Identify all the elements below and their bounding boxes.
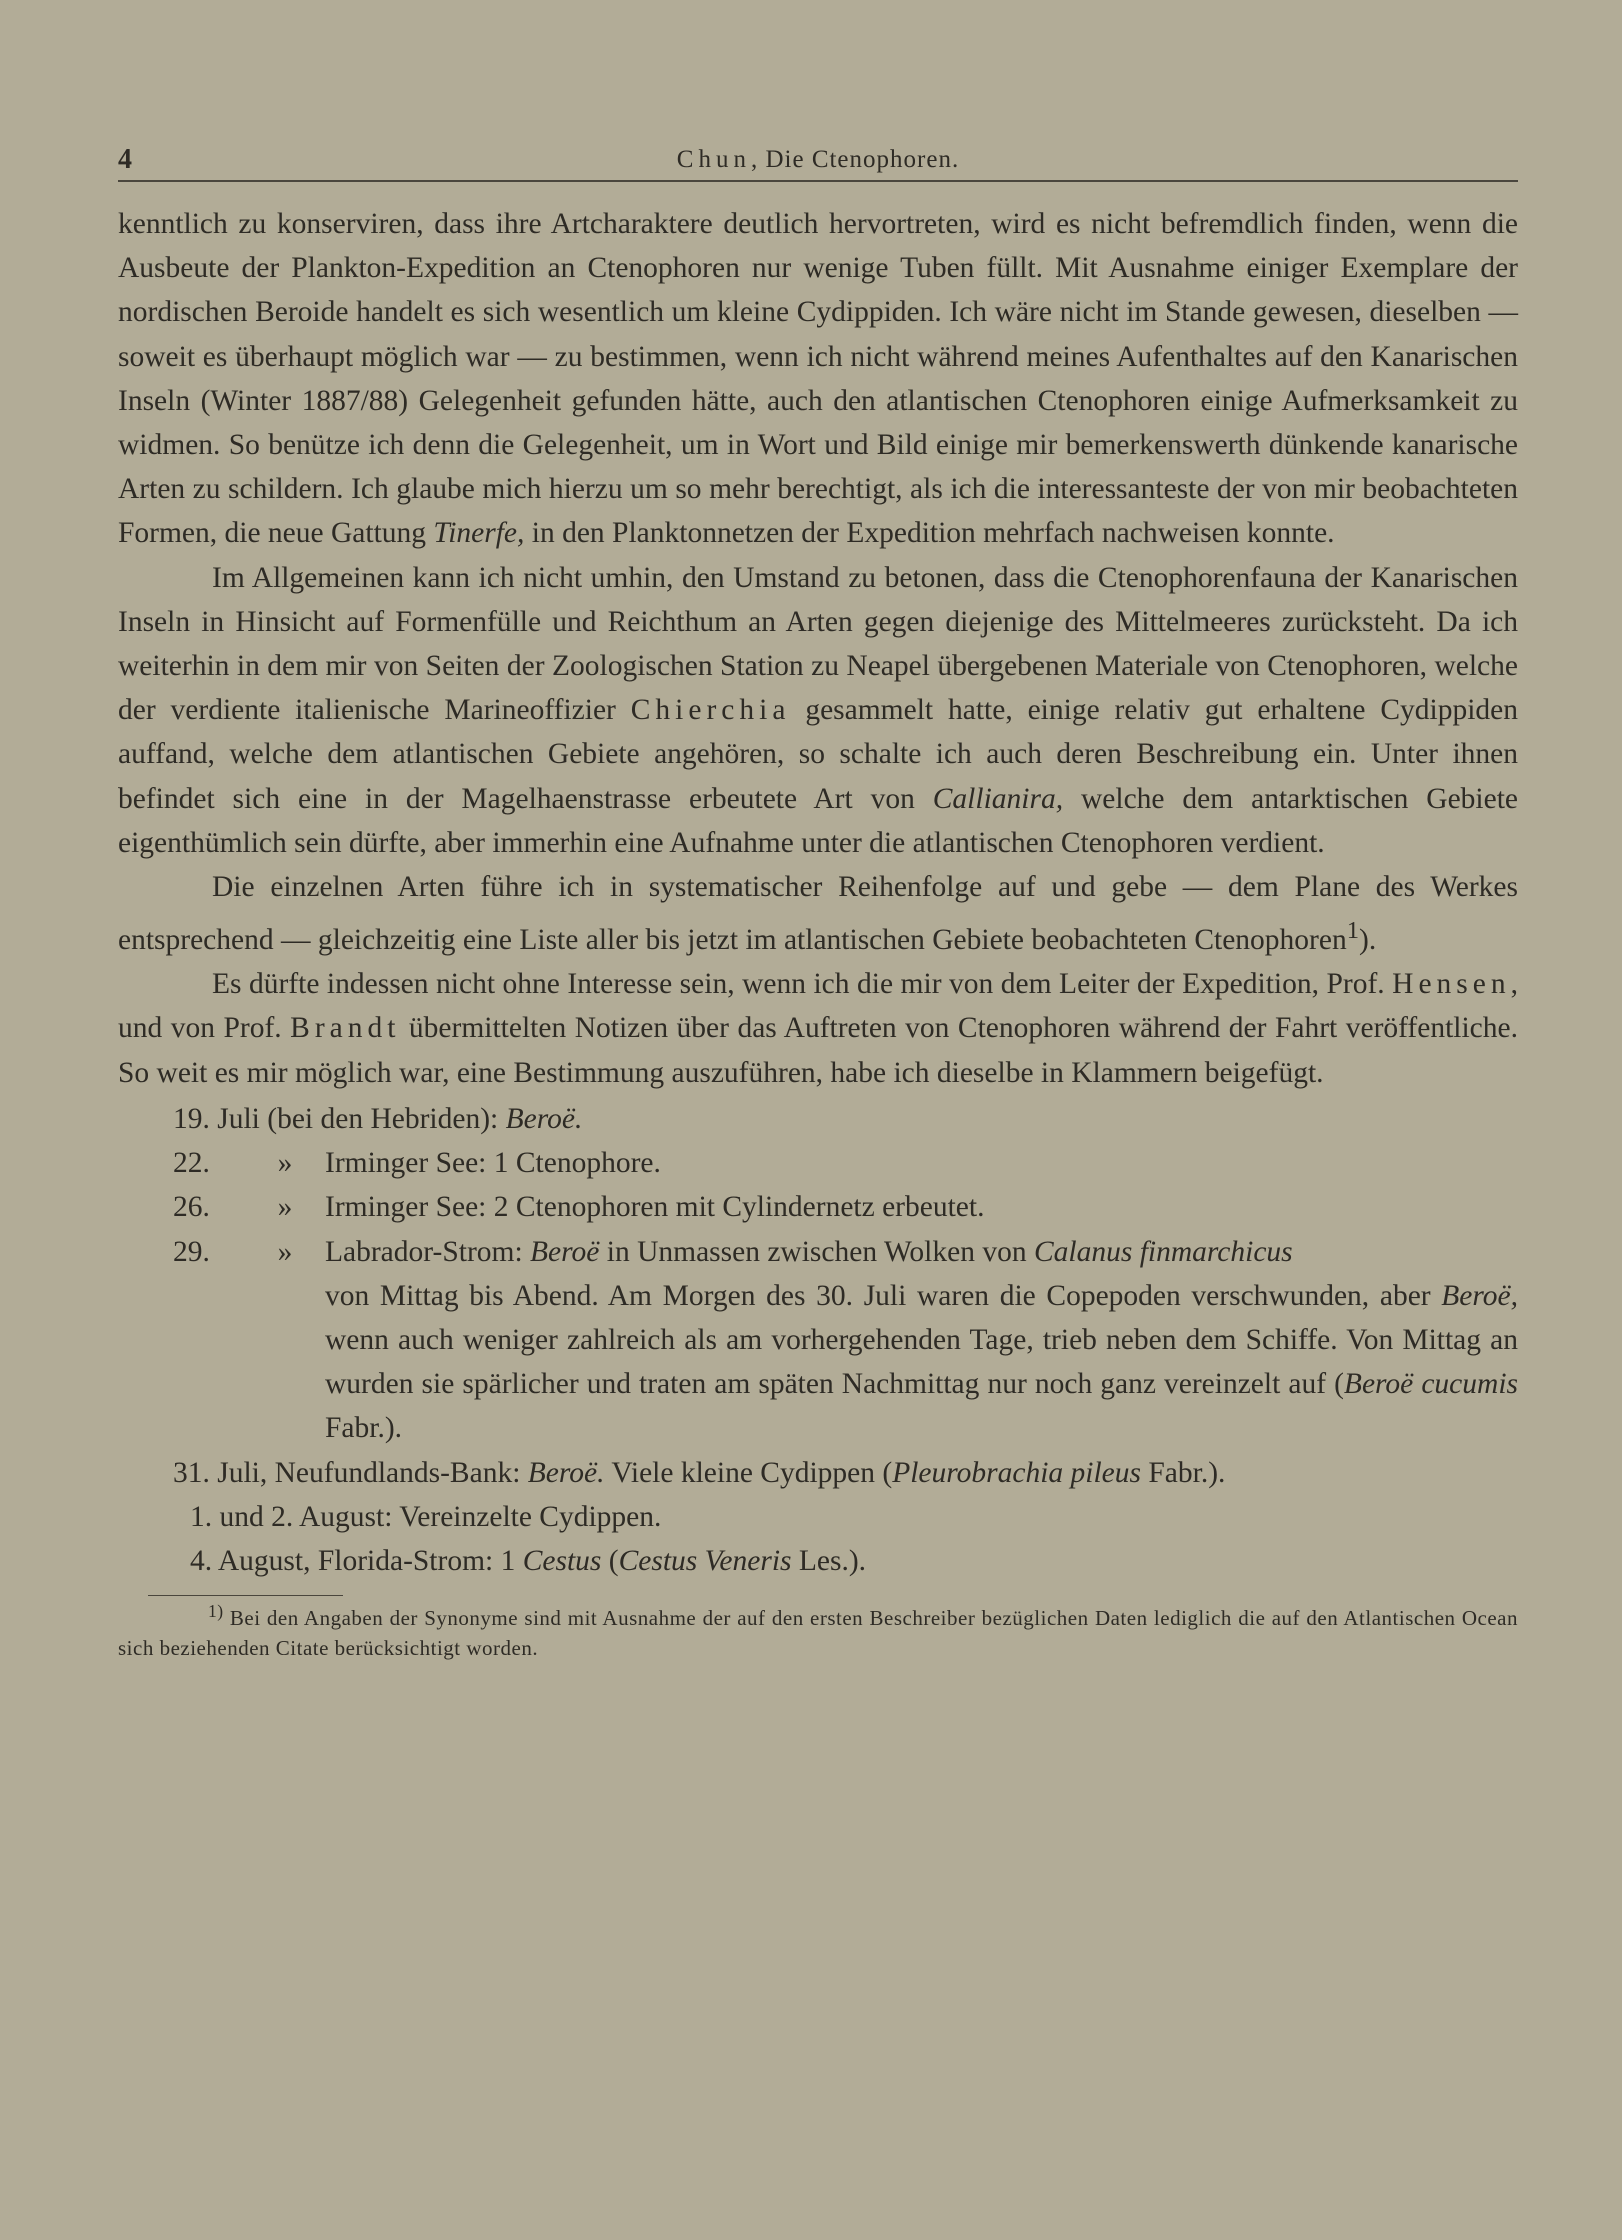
page-number: 4 — [118, 144, 132, 175]
ditto-mark: » — [277, 1235, 293, 1268]
list-item — [118, 1451, 1518, 1495]
text-run: von Mittag bis Abend. Am Morgen des 30. Juli waren die Copepoden verschwunden, aber — [325, 1279, 1442, 1312]
list-text: 1. und 2. August: Vereinzelte Cydippen. — [190, 1500, 662, 1533]
species-name: Beroë cucumis — [1343, 1368, 1518, 1401]
list-date: 29. — [173, 1235, 210, 1268]
species-name: Pleurobrachia pileus — [892, 1456, 1142, 1489]
paragraph-3 — [118, 865, 1518, 962]
text-run: Es dürfte indessen nicht ohne Interesse sein, wenn ich die mir von dem Leiter der Expedition, Prof. — [212, 968, 1393, 1001]
species-name: Beroë, — [1441, 1279, 1518, 1312]
list-date: 22. — [173, 1147, 210, 1180]
body-text — [118, 202, 1518, 1663]
paragraph-2 — [118, 556, 1518, 865]
list-item-continuation — [118, 1274, 1518, 1451]
text-run: Fabr.). — [325, 1412, 403, 1445]
species-name: Cestus Veneris — [618, 1544, 792, 1577]
text-run: gesammelt hatte, einige relativ gut erhaltene Cydippiden auffand, welche dem atlantischen Gebiete angehören, so schalte ich auch deren Beschreibung ein. Unter ihnen befindet sich eine in der Magelhaenstrasse erbeutete Art von — [118, 694, 1519, 815]
ditto-mark: » — [277, 1147, 293, 1180]
ditto-mark: » — [277, 1191, 293, 1224]
running-title — [118, 146, 1518, 174]
text-run: Im Allgemeinen kann ich nicht umhin, den Umstand zu betonen, dass die Ctenophorenfauna der Kanarischen Inseln in Hinsicht auf Formenfülle und Reichthum an Arten gegen diejenige des Mittelmeeres zurücksteht. Da ich weiterhin in dem mir von Seiten der Zoologischen Station zu Neapel übergebenen Materiale von Ctenophoren, welche der verdiente italienische Marineoffizier — [118, 561, 1518, 727]
text-run: wenn auch weniger zahlreich als am vorhergehenden Tage, trieb neben dem Schiffe. Von Mittag an wurden sie spärlicher und traten am späten Nachmittag nur noch ganz vereinzelt auf ( — [325, 1323, 1518, 1401]
text-run: , und von Prof. — [118, 968, 1518, 1045]
running-title-rest: , Die Ctenophoren. — [750, 146, 960, 173]
text-run: Viele kleine Cydippen ( — [604, 1456, 893, 1489]
species-name: Beroë. — [527, 1456, 605, 1489]
person-name: Brandt — [290, 1012, 401, 1045]
person-name: Chierchia — [630, 694, 791, 727]
text-run: welche dem antarktischen Gebiete eigenthümlich sein dürfte, aber immerhin eine Aufnahme unter die atlantischen Ctenophoren verdient. — [118, 782, 1518, 859]
genus-name: Tinerfe, — [433, 517, 525, 550]
genus-name: Callianira, — [932, 782, 1064, 815]
text-run: Labrador-Strom: — [325, 1235, 531, 1268]
list-item — [118, 1539, 1518, 1583]
text-run: ( — [601, 1544, 619, 1577]
running-header — [118, 140, 1518, 182]
list-item — [118, 1185, 1518, 1229]
paragraph-4 — [118, 962, 1518, 1095]
text-run: übermittelten Notizen über das Auftreten von Ctenophoren während der Fahrt veröffentliche. So weit es mir möglich war, eine Bestimmung auszuführen, habe ich dieselbe in Klammern beigefügt. — [118, 1012, 1518, 1089]
text-run: 19. Juli (bei den Hebriden): — [173, 1102, 506, 1135]
species-name: Cestus — [522, 1544, 602, 1577]
species-name: Calanus finmarchicus — [1033, 1235, 1293, 1268]
text-run: Die einzelnen Arten führe ich in systematischer Reihenfolge auf und gebe — dem Plane des Werkes entsprechend — gleichzeitig eine Liste aller bis jetzt im atlantischen Gebiete beobachteten Ctenophoren — [118, 871, 1518, 957]
paragraph-1 — [118, 202, 1518, 556]
footnote-ref: 1 — [1346, 917, 1359, 945]
list-text: Irminger See: 2 Ctenophoren mit Cylindernetz erbeutet. — [325, 1191, 985, 1224]
text-run: in den Planktonnetzen der Expedition mehrfach nachweisen konnte. — [524, 517, 1335, 550]
list-item — [118, 1097, 1518, 1141]
text-run: in Unmassen zwischen Wolken von — [599, 1235, 1034, 1268]
observation-list — [118, 1097, 1518, 1583]
footnote-marker: 1) — [208, 1601, 224, 1622]
list-date: 26. — [173, 1191, 210, 1224]
text-run: 31. Juli, Neufundlands-Bank: — [173, 1456, 528, 1489]
list-item — [118, 1230, 1518, 1274]
list-item — [118, 1141, 1518, 1185]
list-text — [325, 1230, 1518, 1274]
text-run: 4. August, Florida-Strom: 1 — [190, 1544, 523, 1577]
species-name: Beroë. — [505, 1102, 583, 1135]
text-run: Les.). — [791, 1544, 867, 1577]
list-item — [118, 1495, 1518, 1539]
text-run: ). — [1359, 924, 1377, 957]
person-name: Hensen — [1392, 968, 1511, 1001]
species-name: Beroë — [530, 1235, 600, 1268]
text-run: kenntlich zu konserviren, dass ihre Artcharaktere deutlich hervortreten, wird es nicht befremdlich finden, wenn die Ausbeute der Plankton-Expedition an Ctenophoren nur wenige Tuben füllt. Mit Ausnahme einiger Exemplare der nordischen Beroide handelt es sich wesentlich um kleine Cydippiden. Ich wäre nicht im Stande gewesen, dieselben — soweit es überhaupt möglich war — zu bestimmen, wenn ich nicht während meines Aufenthaltes auf den Kanarischen Inseln (Winter 1887/88) Gelegenheit gefunden hätte, auch den atlantischen Ctenophoren einige Aufmerksamkeit zu widmen. So benütze ich denn die Gelegenheit, um in Wort und Bild einige mir bemerkenswerth dünkende kanarische Arten zu schildern. Ich glaube mich hierzu um so mehr berechtigt, als ich die interessanteste der von mir beobachteten Formen, die neue Gattung — [118, 208, 1518, 550]
footnote — [118, 1596, 1518, 1663]
list-text: Irminger See: 1 Ctenophore. — [325, 1147, 661, 1180]
text-run: Fabr.). — [1141, 1456, 1226, 1489]
footnote-text: Bei den Angaben der Synonyme sind mit Ausnahme der auf den ersten Beschreiber bezüglichen Daten lediglich die auf den Atlantischen Ocean sich beziehenden Citate berücksichtigt worden. — [118, 1606, 1518, 1661]
running-author: Chun — [676, 146, 751, 173]
